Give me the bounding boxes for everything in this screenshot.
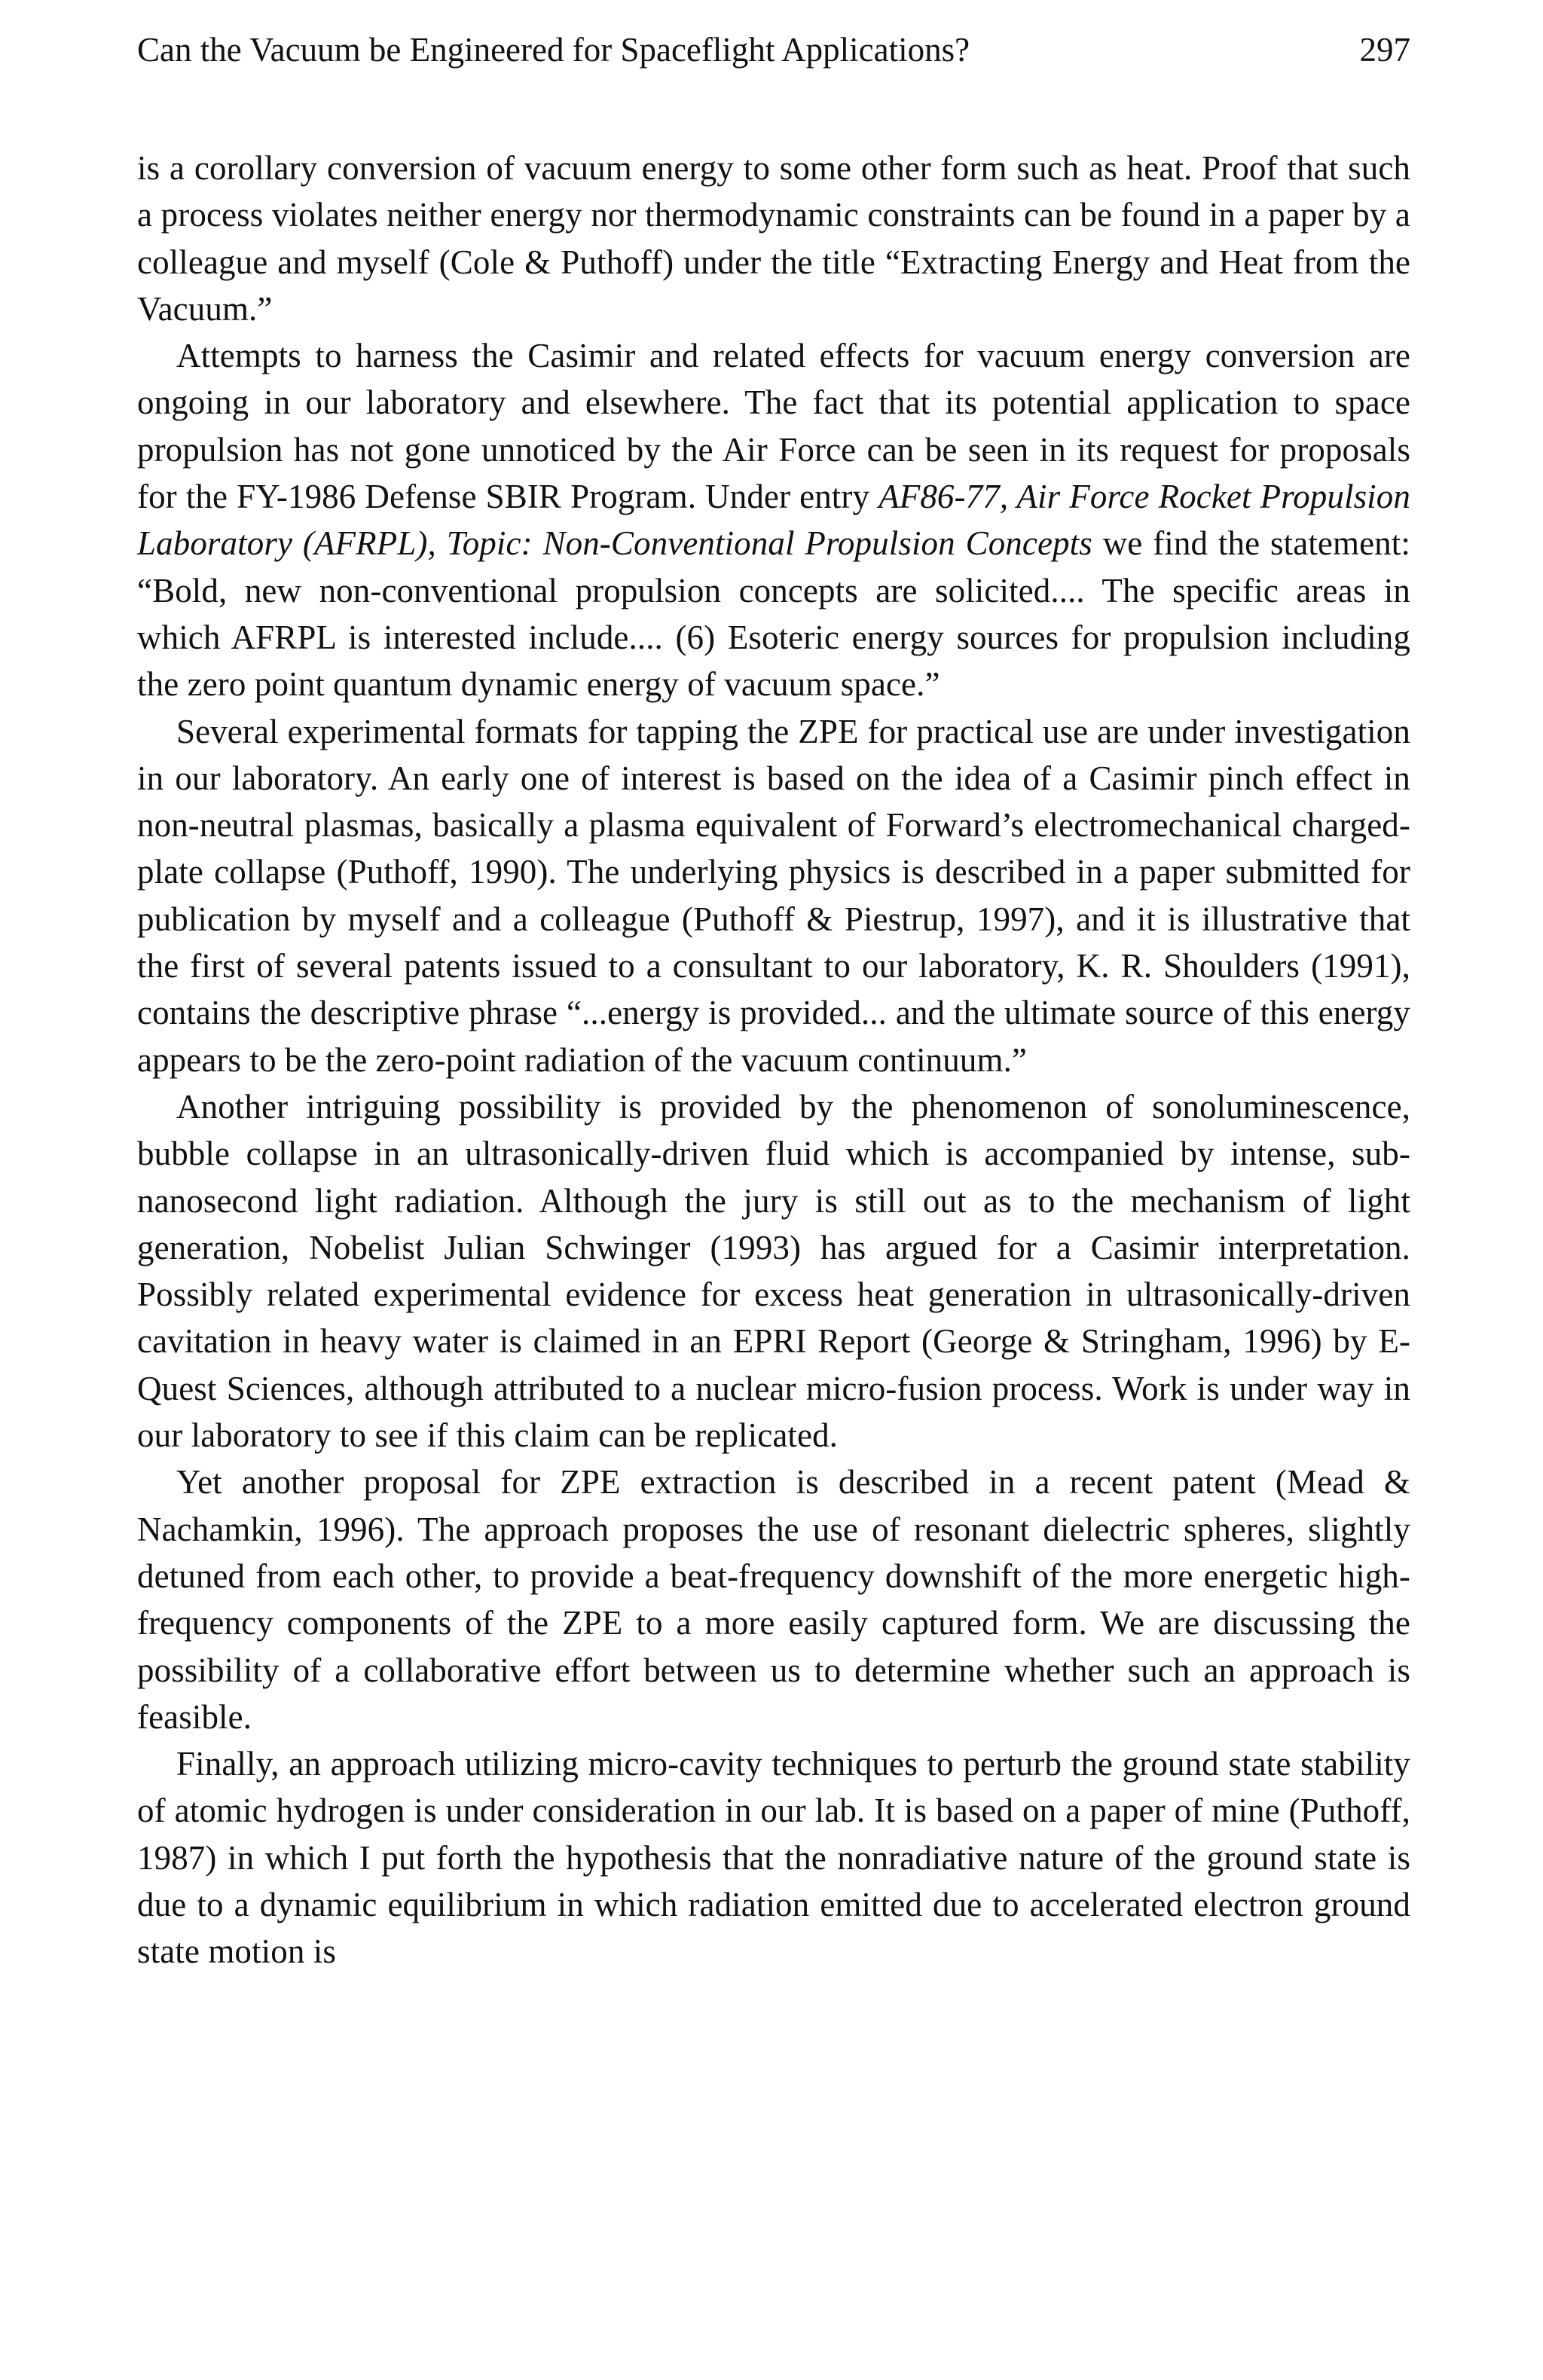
paragraph-continued-from-previous-page: is a corollary conversion of vacuum energy to some other form such as heat. Proof that such a process violates neither energy nor thermodynamic constraints can be found in a paper by a colleague and myself (Cole & Puthoff) under the title “Extracting Energy and Heat from the Vacuum.”: [137, 149, 1410, 328]
running-head: [137, 27, 1410, 72]
paragraph-text-before-italic: Attempts to harness the Casimir and related effects for vacuum energy conversion are ongoing in our laboratory and elsewhere. The fact that its potential application to space propulsion has not gone unnoticed by the Air Force can be seen in its request for proposals for the FY-1986 Defense SBIR Program. Under entry: [137, 337, 1410, 516]
page: [137, 27, 1410, 1975]
paragraph-text-after-italic: we find the statement: “Bold, new non-conventional propulsion concepts are solicited.... The specific areas in which AFRPL is interested include.... (6) Esoteric energy sources for propulsion including the zero point quantum dynamic energy of vacuum space.”: [137, 524, 1410, 704]
paragraph-sonoluminescence: Another intriguing possibility is provided by the phenomenon of sonoluminescence, bubble collapse in an ultrasonically-driven fluid which is accompanied by intense, sub-nanosecond light radiation. Although the jury is still out as to the mechanism of light generation, Nobelist Julian Schwinger (1993) has argued for a Casimir interpretation. Possibly related experimental evidence for excess heat generation in ultrasonically-driven cavitation in heavy water is claimed in an EPRI Report (George & Stringham, 1996) by E-Quest Sciences, although attributed to a nuclear micro-fusion process. Work is under way in our laboratory to see if this claim can be replicated.: [137, 1087, 1410, 1455]
paragraph-micro-cavity: Finally, an approach utilizing micro-cavity techniques to perturb the ground state stability of atomic hydrogen is under consideration in our lab. It is based on a paper of mine (Puthoff, 1987) in which I put forth the hypothesis that the nonradiative nature of the ground state is due to a dynamic equilibrium in which radiation emitted due to accelerated electron ground state motion is: [137, 1745, 1410, 1971]
paragraph-casimir-pinch: Several experimental formats for tapping the ZPE for practical use are under investigation in our laboratory. An early one of interest is based on the idea of a Casimir pinch effect in non-neutral plasmas, basically a plasma equivalent of Forward’s electromechanical charged-plate collapse (Puthoff, 1990). The underlying physics is described in a paper submitted for publication by myself and a colleague (Puthoff & Piestrup, 1997), and it is illustrative that the first of several patents issued to a consultant to our laboratory, K. R. Shoulders (1991), contains the descriptive phrase “...energy is provided... and the ultimate source of this energy appears to be the zero-point radiation of the vacuum continuum.”: [137, 712, 1410, 1079]
body-text: [137, 145, 1410, 1975]
paragraph-dielectric-spheres: Yet another proposal for ZPE extraction is described in a recent patent (Mead & Nachamkin, 1996). The approach proposes the use of resonant dielectric spheres, slightly detuned from each other, to provide a beat-frequency downshift of the more energetic high-frequency components of the ZPE to a more easily captured form. We are discussing the possibility of a collaborative effort between us to determine whether such an approach is feasible.: [137, 1463, 1410, 1736]
page-number: 297: [1359, 31, 1410, 69]
running-title: Can the Vacuum be Engineered for Spaceflight Applications?: [137, 31, 970, 69]
paragraph-afrpl-solicitation: [137, 332, 1410, 707]
italic-entry-title: AF86-77, Air Force Rocket Propulsion Laboratory (AFRPL), Topic: Non-Conventional Propulsion Concepts: [137, 478, 1410, 563]
